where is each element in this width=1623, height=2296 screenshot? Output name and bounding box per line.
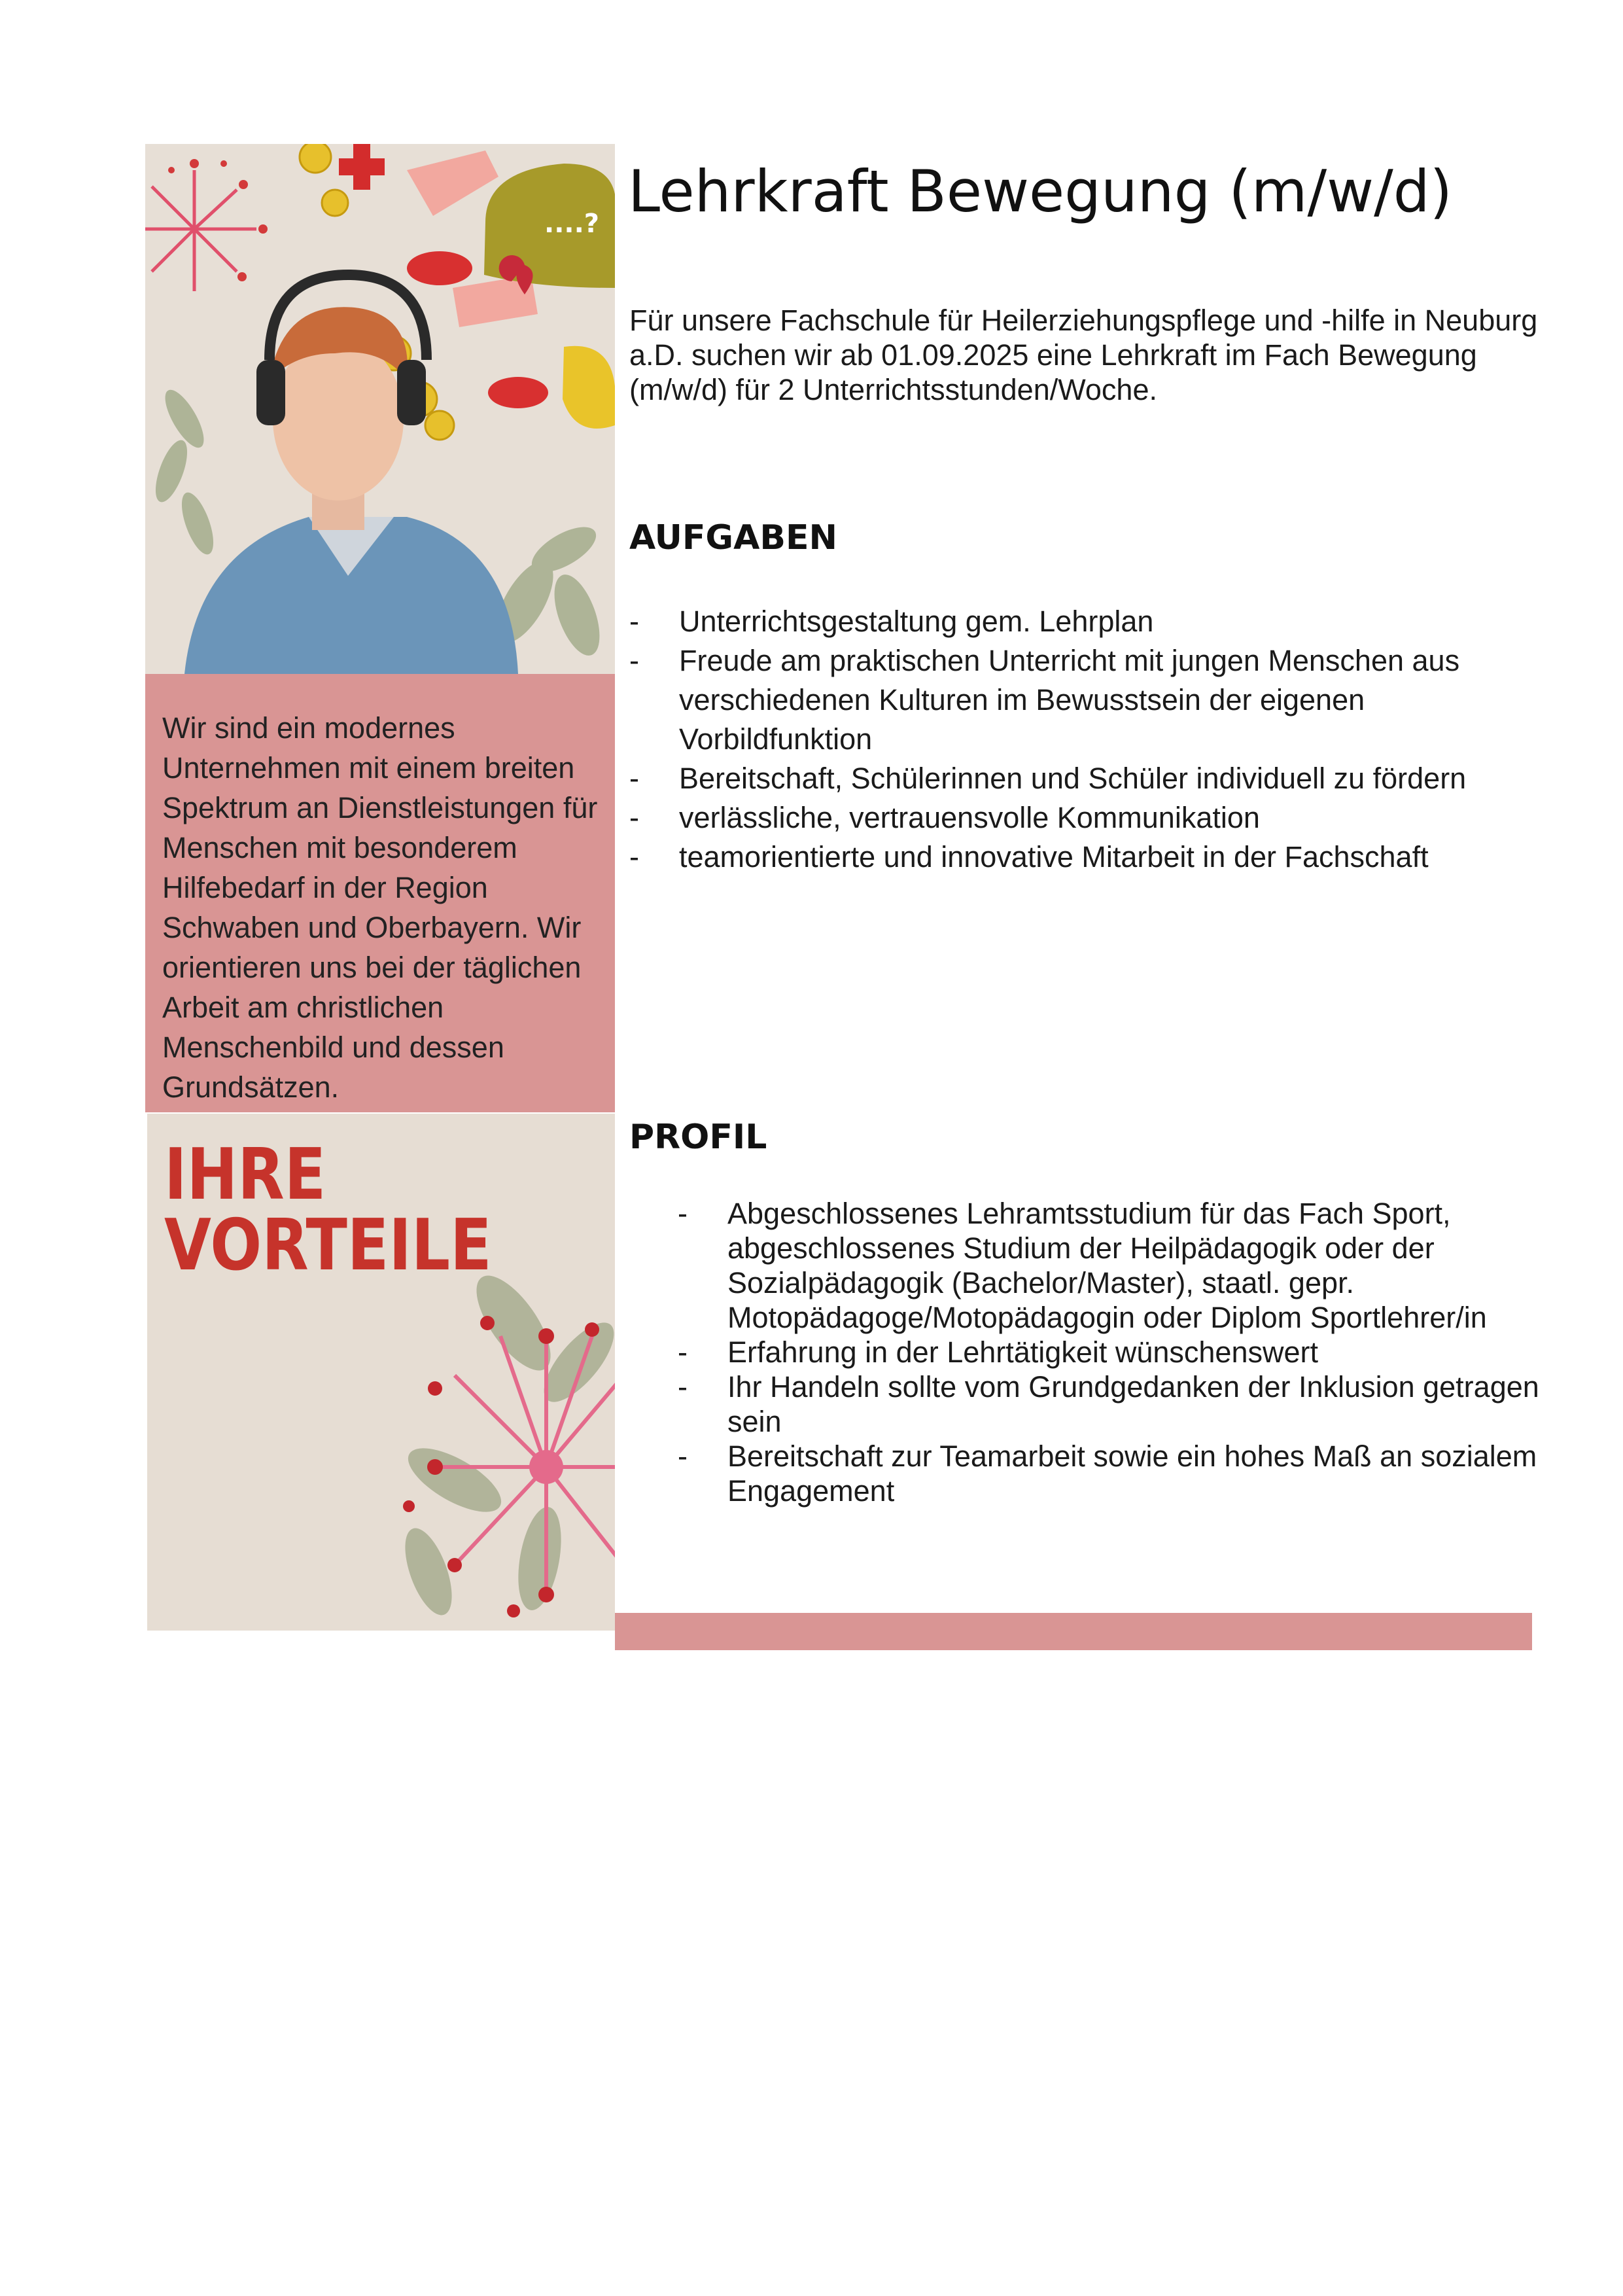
bubble-text: ....? (544, 209, 599, 239)
list-item (629, 641, 1565, 759)
list-item (678, 1196, 1541, 1335)
vorteile-line-1: IHRE (164, 1134, 326, 1216)
red-cross-decoration (339, 144, 385, 190)
aufgaben-item-text: Bereitschaft, Schülerinnen und Schüler individuell zu fördern (679, 762, 1467, 795)
company-intro: Wir sind ein modernes Unternehmen mit einem breiten Spektrum an Dienstleistungen für Menschen mit besonderem Hilfebedarf in der Region Schwaben und Oberbayern. Wir orientieren uns bei der täglichen Arbeit am christlichen Menschenbild und dessen Grundsätzen. (145, 674, 615, 1112)
job-title: Lehrkraft Bewegung (m/w/d) (628, 158, 1452, 225)
bullet: - (629, 840, 639, 874)
aufgaben-heading: AUFGABEN (629, 518, 837, 557)
vorteile-heading (164, 1134, 492, 1286)
list-item (678, 1335, 1541, 1369)
job-lead: Für unsere Fachschule für Heilerziehungspflege und -hilfe in Neuburg a.D. suchen wir ab 01.09.2025 eine Lehrkraft im Fach Bewegung (m/w/d) für 2 Unterrichtsstunden/Woche. (629, 304, 1538, 406)
bullet: - (678, 1335, 688, 1369)
aufgaben-item-text: Unterrichtsgestaltung gem. Lehrplan (679, 605, 1154, 638)
profil-item-text: Erfahrung in der Lehrtätigkeit wünschenswert (727, 1335, 1318, 1369)
bottom-accent-bar (615, 1613, 1532, 1650)
bullet: - (678, 1197, 688, 1230)
list-item (629, 838, 1565, 877)
list-item (629, 798, 1565, 838)
bullet: - (629, 605, 639, 638)
profil-heading: PROFIL (629, 1118, 767, 1157)
hero-image (145, 144, 615, 674)
vorteile-line-2: VORTEILE (164, 1205, 492, 1286)
profil-item-text: Ihr Handeln sollte vom Grundgedanken der Inklusion getragen sein (727, 1370, 1539, 1438)
vorteile-image (147, 1114, 615, 1631)
aufgaben-item-text: Freude am praktischen Unterricht mit jungen Menschen aus verschiedenen Kulturen im Bewusstsein der eigenen Vorbildfunktion (679, 644, 1460, 756)
profil-item-text: Abgeschlossenes Lehramtsstudium für das Fach Sport, abgeschlossenes Studium der Heilpädagogik oder der Sozialpädagogik (Bachelor/Master), staatl. gepr. Motopädagoge/Motopädagogin oder Diplom Sportlehrer/in (727, 1197, 1487, 1334)
hero-illustration (145, 144, 615, 674)
aufgaben-item-text: verlässliche, vertrauensvolle Kommunikation (679, 801, 1260, 834)
bullet: - (629, 801, 639, 834)
list-item (678, 1369, 1541, 1439)
list-item (629, 759, 1565, 798)
bullet: - (629, 762, 639, 795)
bullet: - (629, 644, 639, 677)
profil-list (678, 1196, 1541, 1508)
bullet: - (678, 1370, 688, 1404)
aufgaben-list (629, 602, 1565, 877)
bullet: - (678, 1439, 688, 1473)
profil-item-text: Bereitschaft zur Teamarbeit sowie ein hohes Maß an sozialem Engagement (727, 1439, 1537, 1508)
person-with-headphones (184, 275, 518, 674)
list-item (629, 602, 1565, 641)
list-item (678, 1439, 1541, 1508)
aufgaben-item-text: teamorientierte und innovative Mitarbeit in der Fachschaft (679, 840, 1429, 874)
